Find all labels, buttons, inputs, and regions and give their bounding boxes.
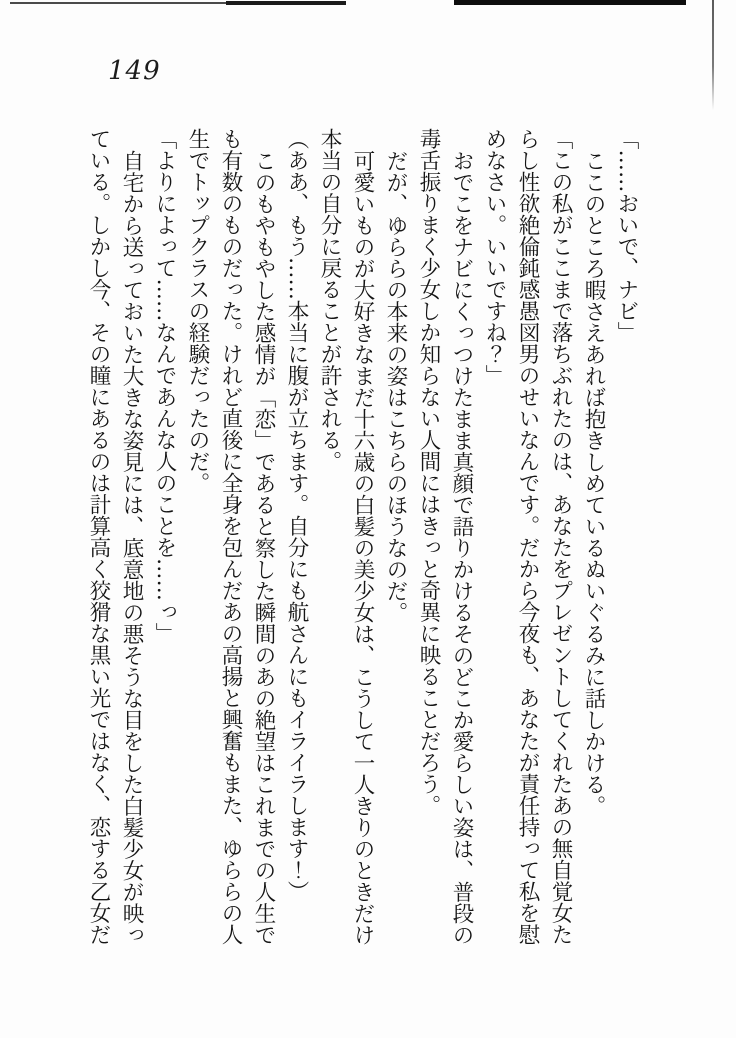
page-number: 149 xyxy=(108,56,161,86)
paragraph-narration: おでこをナビにくっつけたまま真顔で語りかけるそのどこか愛らしい姿は、普段の毒舌振りまく少女しか知らない人間にはきっと奇異に映ることだろう。 xyxy=(416,128,474,945)
paragraph-narration: ここのところ暇さえあれば抱きしめているぬいぐるみに話しかける。 xyxy=(581,149,606,816)
scan-artifact-top-line-left xyxy=(10,2,346,4)
paragraph-dialogue: 「よりによって……なんであんな人のことを……っ」 xyxy=(152,128,177,644)
vertical-text-body xyxy=(82,128,643,948)
paragraph-narration: このもやもやした感情が「恋」であると察した瞬間のあの絶望はこれまでの人生でも有数のものだった。けれど直後に全身を包んだあの高揚と興奮もまた、ゆららの人生でトップクラスの経験だったのだ。 xyxy=(185,128,276,945)
paragraph-narration: 自宅から送っておいた大きな姿見には、底意地の悪そうな目をした白髪少女が映っている。しかし今、その瞳にあるのは計算高く狡猾な黒い光ではなく、恋する乙女だ xyxy=(86,128,144,945)
paragraph-dialogue: 「……おいで、ナビ」 xyxy=(614,128,639,343)
paragraph-narration: だが、ゆららの本来の姿はこちらのほうなのだ。 xyxy=(383,149,408,623)
paragraph-inner-monologue: （ああ、もう……本当に腹が立ちます。自分にも航さんにもイライラします！） xyxy=(284,128,309,902)
scan-artifact-top-line-right xyxy=(454,0,686,5)
scan-artifact-vertical-line xyxy=(712,0,714,110)
scan-artifact-top-line-left-thick xyxy=(226,1,346,5)
paragraph-narration: 可愛いものが大好きなまだ十六歳の白髪の美少女は、こうして一人きりのときだけ本当の自分に戻ることが許される。 xyxy=(317,128,375,945)
paragraph-dialogue: 「この私がここまで落ちぶれたのは、あなたをプレゼントしてくれたあの無自覚女たらし性欲絶倫鈍感愚図男のせいなんです。だから今夜も、あなたが責任持って私を慰めなさい。いいですね？」 xyxy=(482,128,573,945)
